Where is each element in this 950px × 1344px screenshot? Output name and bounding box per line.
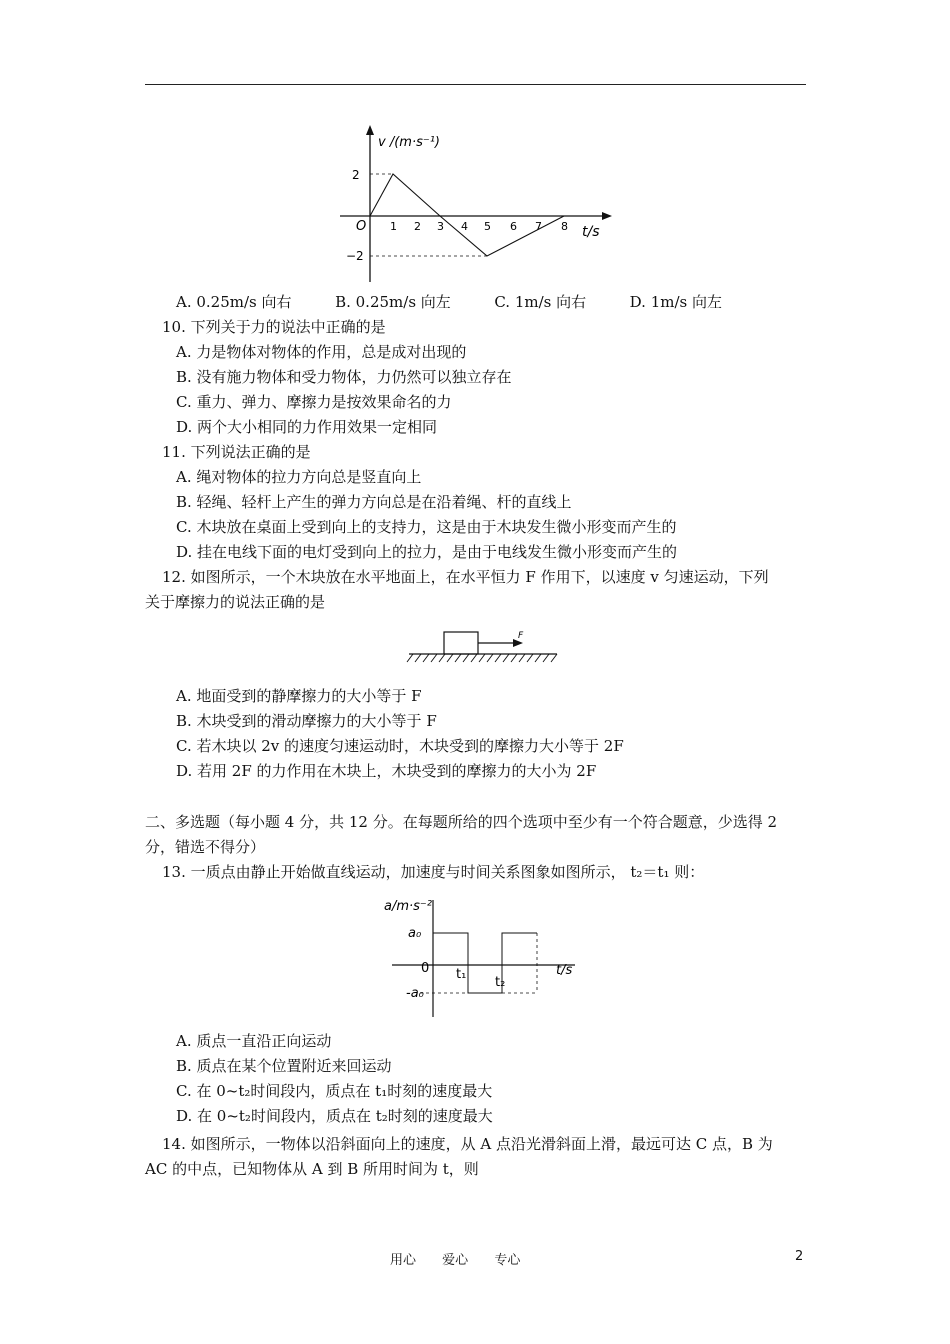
vt-xlabel: t/s [582,224,600,240]
at-ylabel: a/m·s⁻² [384,899,432,914]
q14-stem-line1: 14. 如图所示，一物体以沿斜面向上的速度，从 A 点沿光滑斜面上滑，最远可达 C 点，B 为 [162,1135,773,1153]
force-label: F [518,631,524,641]
q9-option-c: C. 1m/s 向右 [494,293,587,311]
vt-xtick: 5 [484,220,491,233]
section2-heading-line2: 分，错选不得分） [145,838,266,856]
q13-option-a: A. 质点一直沿正向运动 [176,1032,332,1050]
q12-option-b: B. 木块受到的滑动摩擦力的大小等于 F [176,712,437,730]
vt-xtick: 7 [535,220,542,233]
q11-option-d: D. 挂在电线下面的电灯受到向上的拉力，是由于电线发生微小形变而产生的 [176,543,678,561]
q11-option-c: C. 木块放在桌面上受到向上的支持力，这是由于木块发生微小形变而产生的 [176,518,677,536]
vt-xtick: 3 [437,220,444,233]
q10-option-c: C. 重力、弹力、摩擦力是按效果命名的力 [176,393,452,411]
q9-options [176,292,722,312]
vt-ytick-top: 2 [352,168,360,182]
section2-heading-line1: 二、多选题（每小题 4 分，共 12 分。在每题所给的四个选项中至少有一个符合题意，少选得 2 [145,813,778,831]
vt-ytick-bottom: −2 [346,249,364,263]
q13-option-b: B. 质点在某个位置附近来回运动 [176,1057,392,1075]
q9-option-a: A. 0.25m/s 向右 [176,293,292,311]
q12-stem-line2: 关于摩擦力的说法正确的是 [145,593,326,611]
vt-xtick: 4 [461,220,468,233]
vt-xtick: 6 [510,220,517,233]
q13-stem: 13. 一质点由静止开始做直线运动，加速度与时间关系图象如图所示， t₂＝t₁ 则： [162,863,705,881]
q12-stem-line1: 12. 如图所示，一个木块放在水平地面上，在水平恒力 F 作用下，以速度 v 匀速运动，下列 [162,568,769,586]
at-neg-a0-label: -a₀ [406,986,424,1001]
header-rule [145,84,806,85]
q13-option-c: C. 在 0~t₂时间段内，质点在 t₁时刻的速度最大 [176,1082,493,1100]
q12-option-c: C. 若木块以 2v 的速度匀速运动时，木块受到的摩擦力大小等于 2F [176,737,624,755]
vt-xtick: 8 [561,220,568,233]
q10-option-b: B. 没有施力物体和受力物体，力仍然可以独立存在 [176,368,512,386]
acceleration-time-graph [380,890,595,1020]
q13-option-d: D. 在 0~t₂时间段内，质点在 t₂时刻的速度最大 [176,1107,493,1125]
vt-ylabel: v /(m·s⁻¹) [378,135,440,150]
q11-option-b: B. 轻绳、轻杆上产生的弹力方向总是在沿着绳、杆的直线上 [176,493,572,511]
at-t2-label: t₂ [495,975,506,990]
q10-stem: 10. 下列关于力的说法中正确的是 [162,318,386,336]
q14-stem-line2: AC 的中点，已知物体从 A 到 B 所用时间为 t，则 [145,1160,479,1178]
page-number: 2 [795,1249,804,1264]
footer-motto [390,1249,520,1268]
at-a0-label: a₀ [408,926,422,941]
q10-option-a: A. 力是物体对物体的作用，总是成对出现的 [176,343,467,361]
q11-stem: 11. 下列说法正确的是 [162,443,311,461]
q9-option-d: D. 1m/s 向左 [629,293,722,311]
block-on-ground-figure [405,622,560,667]
q11-option-a: A. 绳对物体的拉力方向总是竖直向上 [176,468,422,486]
q9-option-b: B. 0.25m/s 向左 [335,293,451,311]
footer-motto-2: 爱心 [442,1253,469,1268]
footer-motto-1: 用心 [390,1253,417,1268]
footer-motto-3: 专心 [494,1253,521,1268]
q10-option-d: D. 两个大小相同的力作用效果一定相同 [176,418,438,436]
q12-option-a: A. 地面受到的静摩擦力的大小等于 F [176,687,422,705]
vt-xtick: 2 [414,220,421,233]
vt-origin: O [356,219,367,234]
q12-option-d: D. 若用 2F 的力作用在木块上，木块受到的摩擦力的大小为 2F [176,762,597,780]
vt-xtick: 1 [390,220,397,233]
at-t1-label: t₁ [456,967,467,982]
velocity-time-graph [330,122,620,287]
at-xlabel: t/s [556,963,573,978]
at-origin: 0 [421,961,430,976]
